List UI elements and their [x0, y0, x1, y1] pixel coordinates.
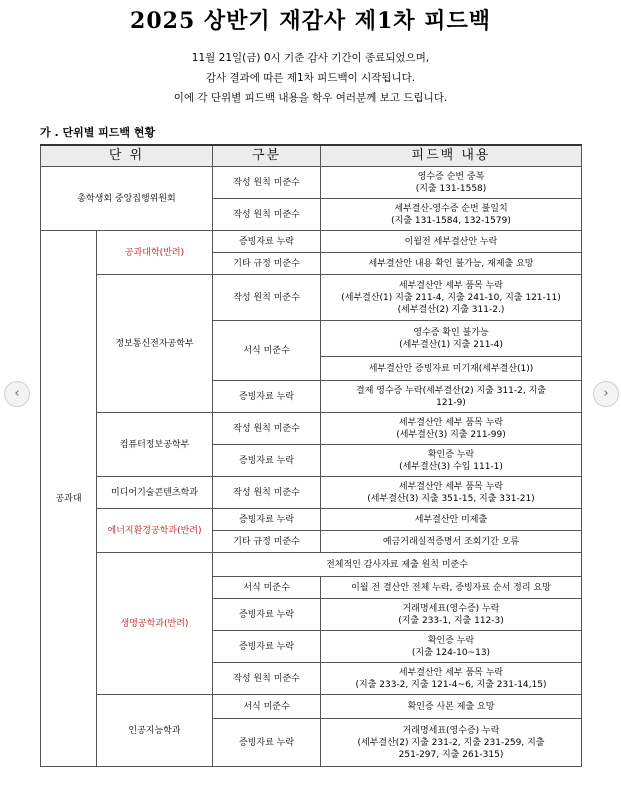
feedback-line: 거래명세표(영수증) 누락	[402, 725, 500, 736]
category-cell: 작성 원칙 미준수	[213, 477, 321, 509]
feedback-cell: 이월전 세부결산안 누락	[321, 231, 582, 253]
feedback-line: (세부결산(3) 수입 111-1)	[399, 461, 503, 472]
feedback-line: 영수증 순번 중복	[417, 171, 485, 182]
category-cell: 증빙자료 누락	[213, 231, 321, 253]
feedback-cell	[321, 663, 582, 695]
prev-page-button[interactable]	[4, 381, 30, 407]
feedback-cell	[321, 631, 582, 663]
page-title: 2025 상반기 재감사 제1차 피드백	[130, 8, 491, 34]
feedback-line: (지출 233-1, 지출 112-3)	[398, 615, 504, 626]
header-feedback: 피드백 내용	[321, 145, 582, 167]
feedback-line: 세부결산안 세부 품목 누락	[398, 280, 504, 291]
category-cell: 작성 원칙 미준수	[213, 275, 321, 321]
table-row	[41, 413, 582, 445]
feedback-cell	[321, 445, 582, 477]
category-cell: 서식 미준수	[213, 577, 321, 599]
category-cell: 작성 원칙 미준수	[213, 413, 321, 445]
unit-computer: 컴퓨터정보공학부	[97, 413, 213, 477]
feedback-line: (세부결산(1) 지출 211-4)	[399, 339, 503, 350]
unit-media: 미디어기술콘텐츠학과	[97, 477, 213, 509]
category-cell: 기타 규정 미준수	[213, 531, 321, 553]
feedback-cell: 확인증 사본 제출 요망	[321, 695, 582, 719]
table-row	[41, 275, 582, 321]
feedback-cell	[321, 381, 582, 413]
next-page-button[interactable]	[593, 381, 619, 407]
feedback-cell	[321, 477, 582, 509]
feedback-table	[40, 144, 582, 767]
feedback-cell: 세부결산안 내용 확인 불가능, 재제출 요망	[321, 253, 582, 275]
feedback-cell	[321, 599, 582, 631]
chevron-left-icon: ‹	[14, 386, 20, 401]
table-row	[41, 509, 582, 531]
feedback-cell	[321, 275, 582, 321]
feedback-cell: 이월 전 결산안 전체 누락, 증빙자료 순서 정리 요망	[321, 577, 582, 599]
table-row	[41, 167, 582, 199]
feedback-line: (세부결산(3) 지출 211-99)	[396, 429, 506, 440]
feedback-cell	[321, 719, 582, 767]
category-cell: 서식 미준수	[213, 321, 321, 381]
feedback-line: (세부결산(1) 지출 211-4, 지출 241-10, 지출 121-11)	[341, 292, 561, 303]
header-unit: 단 위	[41, 145, 213, 167]
feedback-line: 251-297, 지출 261-315)	[398, 749, 504, 760]
feedback-line: (지출 131-1584, 132-1579)	[391, 215, 511, 226]
feedback-cell	[321, 413, 582, 445]
category-cell: 증빙자료 누락	[213, 631, 321, 663]
category-cell: 증빙자료 누락	[213, 445, 321, 477]
feedback-cell	[321, 321, 582, 357]
category-cell: 증빙자료 누락	[213, 381, 321, 413]
unit-info-comm: 정보통신전자공학부	[97, 275, 213, 413]
feedback-cell	[321, 167, 582, 199]
feedback-line: (지출 124-10~13)	[411, 647, 491, 658]
unit-ai: 인공지능학과	[97, 695, 213, 767]
feedback-line: 거래명세표(영수증) 누락	[402, 603, 500, 614]
chevron-right-icon: ›	[603, 386, 609, 401]
category-cell: 작성 원칙 미준수	[213, 199, 321, 231]
category-cell: 기타 규정 미준수	[213, 253, 321, 275]
feedback-line: 확인증 누락	[427, 449, 475, 460]
unit-energy: 에너지환경공학과(반려)	[97, 509, 213, 553]
feedback-line: (지출 131-1558)	[415, 183, 487, 194]
feedback-line: 영수증 확인 불가능	[413, 327, 489, 338]
unit-college: 공과대	[41, 231, 97, 767]
feedback-line: 세부결산안 세부 품목 누락	[398, 667, 504, 678]
intro-line-1: 11월 21일(금) 0시 기준 감사 기간이 종료되었으며,	[191, 52, 430, 64]
category-cell: 작성 원칙 미준수	[213, 167, 321, 199]
feedback-cell: 세부결산안 미제출	[321, 509, 582, 531]
category-cell: 증빙자료 누락	[213, 719, 321, 767]
category-cell: 작성 원칙 미준수	[213, 663, 321, 695]
feedback-line: (세부결산(3) 지출 351-15, 지출 331-21)	[367, 493, 535, 504]
header-category: 구분	[213, 145, 321, 167]
category-cell: 서식 미준수	[213, 695, 321, 719]
intro-line-3: 이에 각 단위별 피드백 내용을 학우 여러분께 보고 드립니다.	[173, 92, 448, 104]
feedback-line: 결제 영수증 누락(세부결산(2) 지출 311-2, 지출	[356, 385, 546, 396]
unit-bio: 생명공학과(반려)	[97, 553, 213, 695]
table-row	[41, 477, 582, 509]
category-cell: 증빙자료 누락	[213, 599, 321, 631]
unit-council: 총학생회 중앙집행위원회	[41, 167, 213, 231]
feedback-cell	[321, 199, 582, 231]
table-row	[41, 695, 582, 719]
feedback-line: 세부결산안 세부 품목 누락	[398, 417, 504, 428]
feedback-cell: 세부결산안 증빙자료 미기재(세부결산(1))	[321, 357, 582, 381]
table-row	[41, 231, 582, 253]
table-header-row	[41, 145, 582, 167]
feedback-line: (세부결산(2) 지출 311-2.)	[397, 304, 505, 315]
feedback-line: (세부결산(2) 지출 231-2, 지출 231-259, 지출	[357, 737, 545, 748]
table-row	[41, 553, 582, 577]
feedback-line: 세부결산-영수증 순번 불일치	[394, 203, 508, 214]
intro-line-2: 감사 결과에 따른 제1차 피드백이 시작됩니다.	[205, 72, 416, 84]
feedback-line: 세부결산안 세부 품목 누락	[398, 481, 504, 492]
feedback-line: (지출 233-2, 지출 121-4~6, 지출 231-14,15)	[355, 679, 547, 690]
feedback-cell: 예금거래실적증명서 조회기간 오류	[321, 531, 582, 553]
section-heading: 가 . 단위별 피드백 현황	[40, 126, 156, 139]
feedback-line: 확인증 누락	[427, 635, 475, 646]
feedback-line: 121-9)	[436, 397, 466, 408]
category-cell: 증빙자료 누락	[213, 509, 321, 531]
unit-eng-office: 공과대학(반려)	[97, 231, 213, 275]
feedback-cell: 전체적인 감사자료 제출 원칙 미준수	[213, 553, 582, 577]
